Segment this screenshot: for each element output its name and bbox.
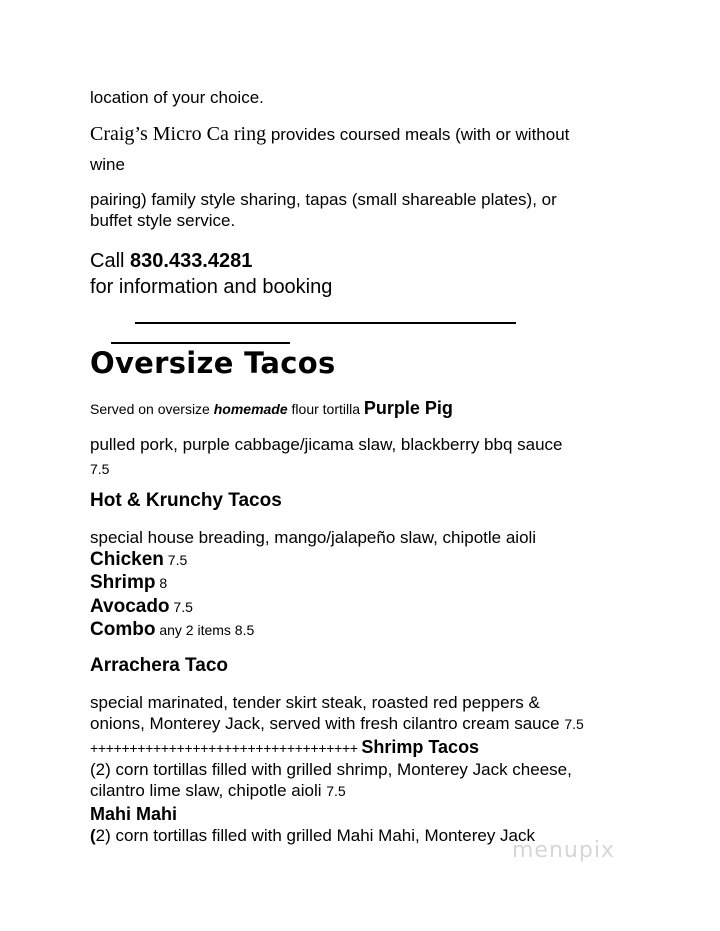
arrachera-heading: Arrachera Taco — [90, 655, 228, 676]
brand-provides-text: provides coursed meals (with or without — [266, 125, 570, 144]
divider-rule-long — [135, 322, 516, 324]
option-name: Shrimp — [90, 572, 156, 593]
option-name: Chicken — [90, 549, 164, 570]
mahi-mahi-open-paren: ( — [90, 826, 96, 845]
option-combo — [90, 620, 254, 640]
option-shrimp — [90, 573, 167, 593]
section-title: Oversize Tacos — [90, 346, 336, 380]
option-chicken — [90, 550, 187, 570]
option-name: Combo — [90, 619, 156, 640]
info-line: for information and booking — [90, 276, 333, 298]
brand-name: Craig’s Micro Ca ring — [90, 123, 267, 145]
purple-pig-description: pulled pork, purple cabbage/jicama slaw, blackberry bbq sauce — [90, 435, 563, 454]
purple-pig-price: 7.5 — [90, 461, 110, 477]
mahi-mahi-description — [90, 826, 535, 846]
arrachera-description-1: special marinated, tender skirt steak, roasted red peppers & — [90, 693, 540, 712]
option-price: 8 — [155, 575, 168, 591]
served-suffix: flour tortilla — [287, 401, 364, 417]
phone-number: 830.433.4281 — [130, 250, 253, 272]
option-name: Avocado — [90, 596, 170, 617]
menupix-watermark: menupix — [512, 838, 615, 863]
purple-pig-name: Purple Pig — [363, 398, 453, 418]
intro-wine-line: wine — [90, 155, 125, 174]
call-line — [90, 249, 252, 273]
call-prefix: Call — [90, 250, 131, 272]
shrimp-tacos-price: 7.5 — [326, 783, 346, 799]
option-avocado — [90, 597, 193, 617]
hot-krunchy-heading: Hot & Krunchy Tacos — [90, 490, 282, 511]
hot-krunchy-description: special house breading, mango/jalapeño slaw, chipotle aioli — [90, 528, 537, 547]
arrachera-description-2 — [90, 714, 584, 734]
served-emphasis: homemade — [213, 401, 288, 417]
intro-pairing-line-1: pairing) family style sharing, tapas (small shareable plates), or — [90, 190, 557, 209]
option-price: 7.5 — [169, 599, 193, 615]
divider-rule-short — [111, 342, 290, 344]
mahi-mahi-name: Mahi Mahi — [90, 804, 178, 824]
intro-location-line: location of your choice. — [90, 88, 264, 107]
served-prefix: Served on oversize — [90, 401, 214, 417]
shrimp-tacos-description-text: cilantro lime slaw, chipotle aioli — [90, 781, 327, 800]
shrimp-tacos-description-1: (2) corn tortillas filled with grilled shrimp, Monterey Jack cheese, — [90, 760, 572, 779]
option-price: any 2 items 8.5 — [155, 622, 255, 638]
shrimp-tacos-name: Shrimp Tacos — [361, 737, 480, 757]
shrimp-tacos-line — [90, 737, 479, 758]
mahi-mahi-description-text: 2) corn tortillas filled with grilled Mahi Mahi, Monterey Jack — [95, 826, 535, 845]
intro-brand-line — [90, 124, 569, 145]
intro-pairing-line-2: buffet style service. — [90, 211, 236, 230]
shrimp-tacos-description-2 — [90, 781, 346, 801]
arrachera-price: 7.5 — [564, 716, 584, 732]
plus-separator: ++++++++++++++++++++++++++++++++++ — [90, 740, 362, 756]
arrachera-description-text: onions, Monterey Jack, served with fresh cilantro cream sauce — [90, 714, 565, 733]
served-line — [90, 398, 453, 419]
option-price: 7.5 — [163, 552, 188, 568]
